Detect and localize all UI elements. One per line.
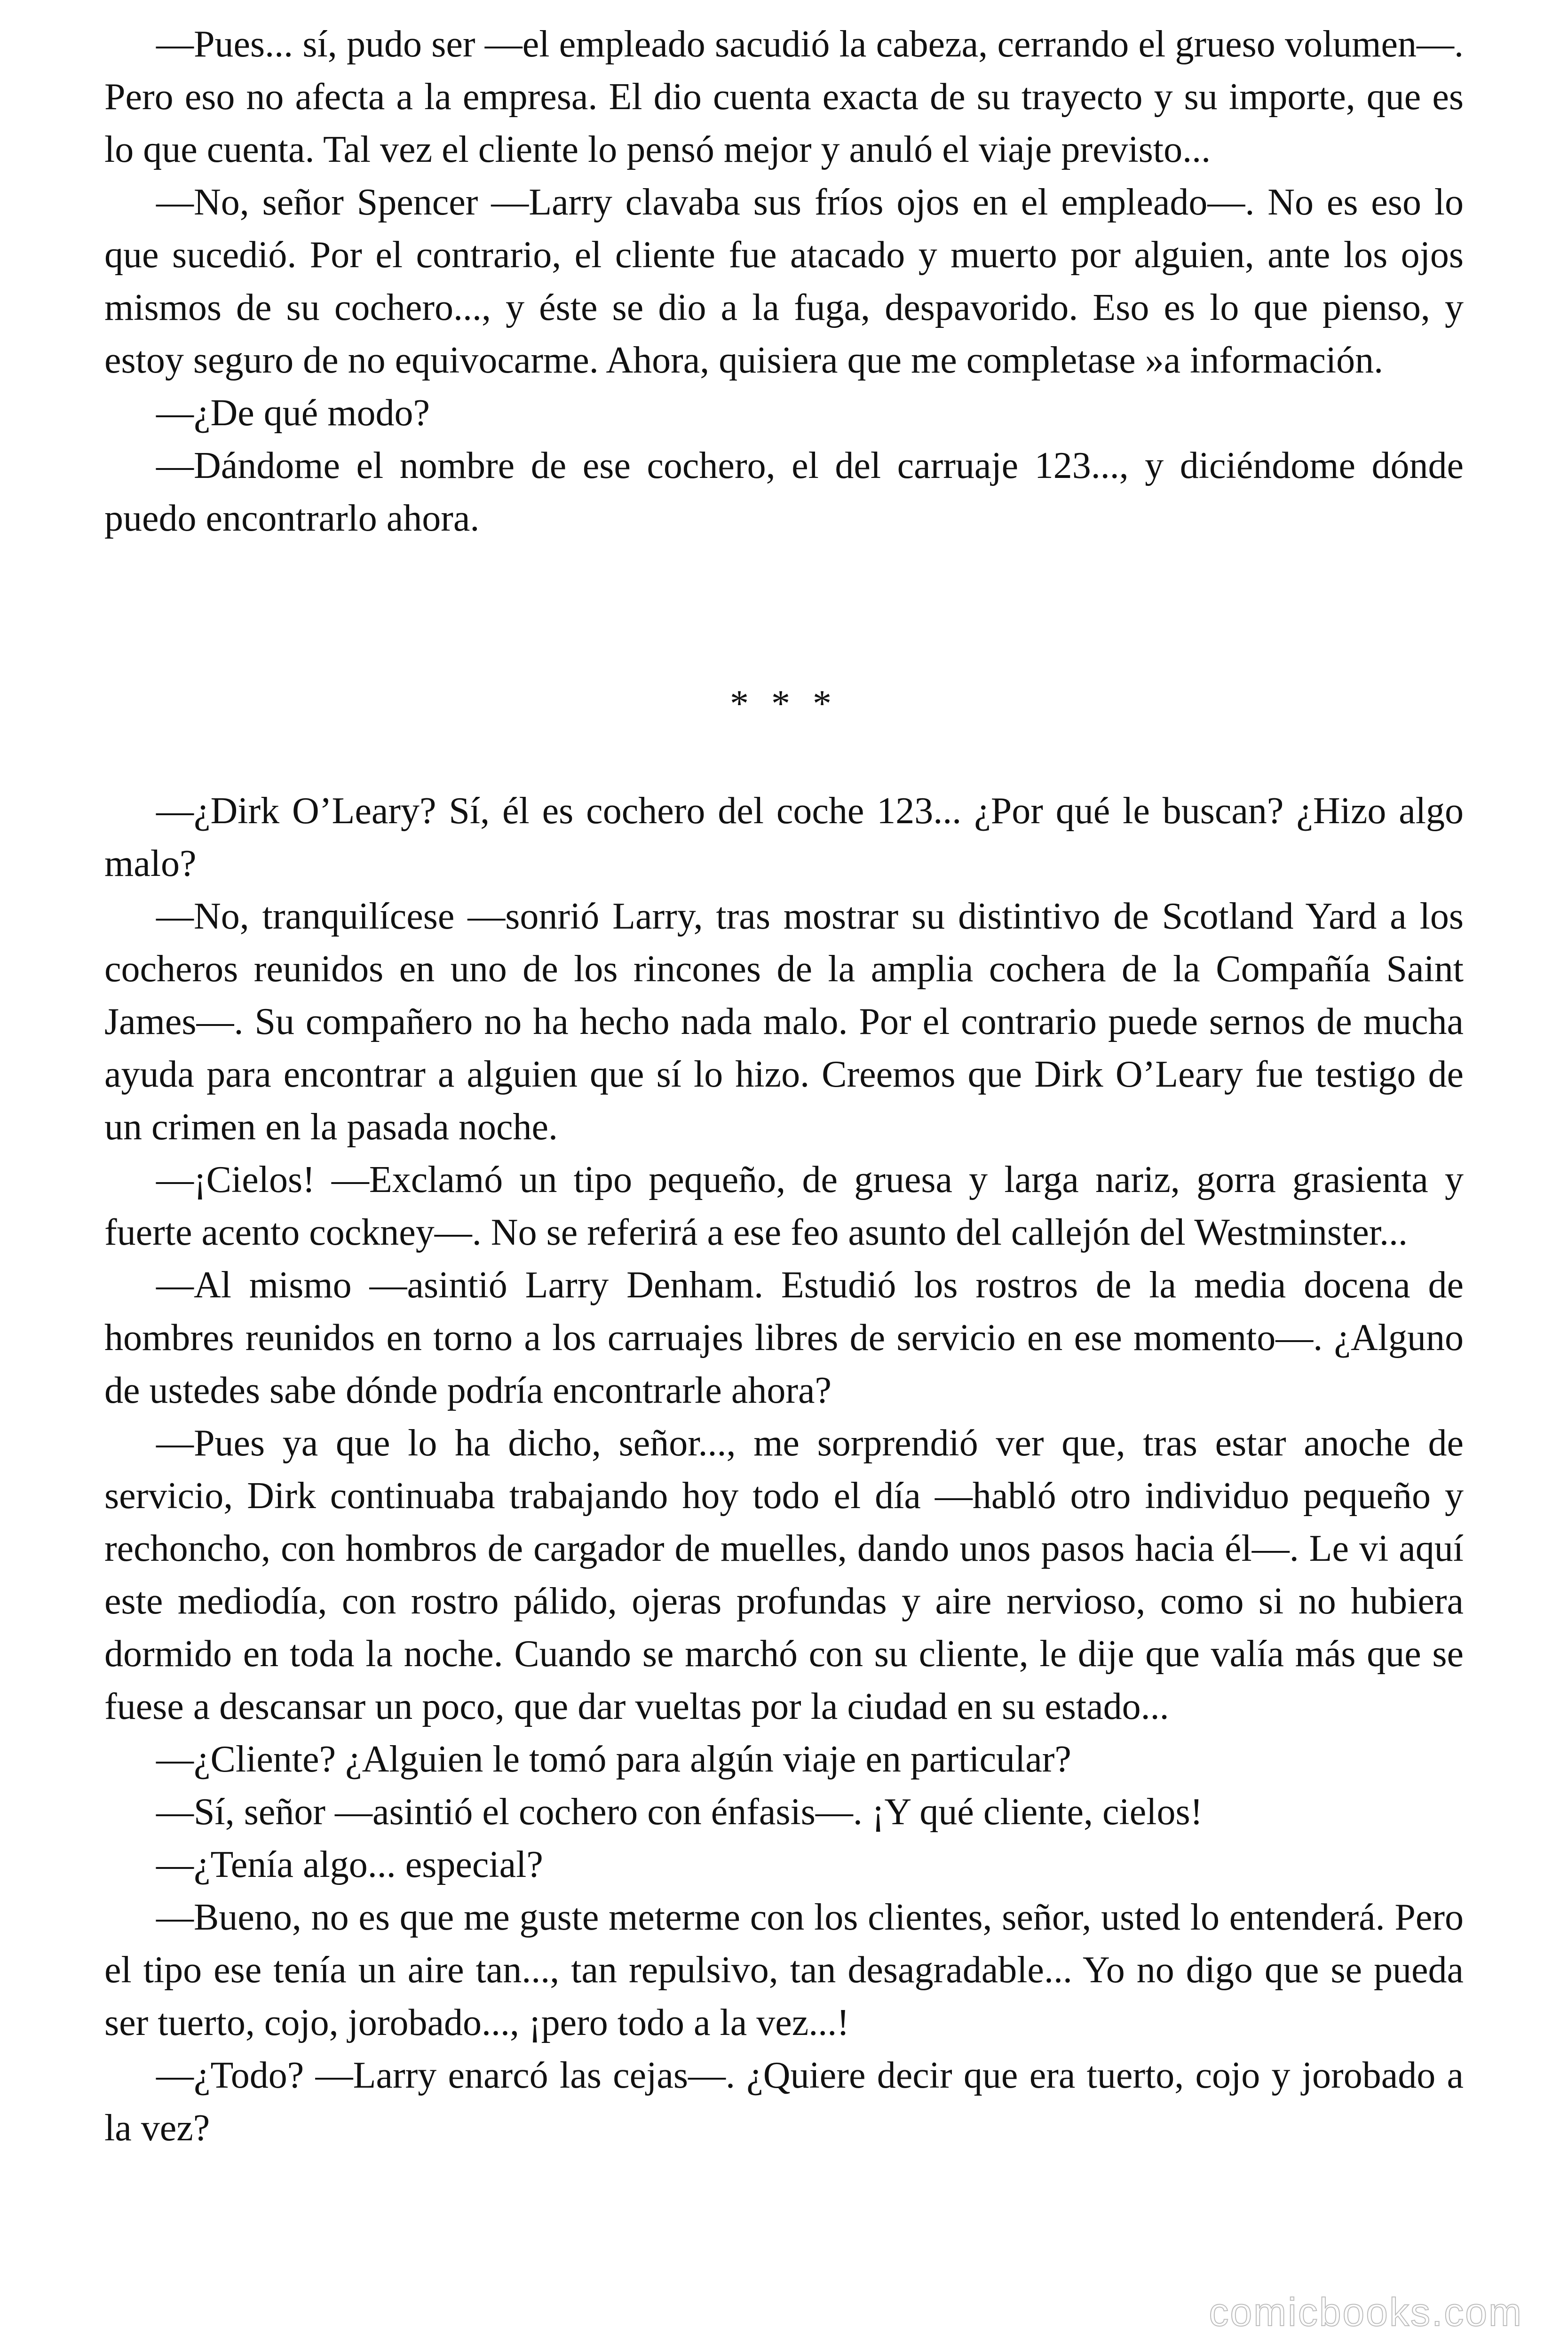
paragraph: —Al mismo —asintió Larry Denham. Estudió los rostros de la media docena de hombres reunidos en torno a los carruajes libres de servicio en ese momento—. ¿Alguno de ustedes sabe dónde podría encontrarle ahora? (104, 1264, 1464, 1411)
paragraph: —No, tranquilícese —sonrió Larry, tras mostrar su distintivo de Scotland Yard a los cocheros reunidos en uno de los rincones de la amplia cochera de la Compañía Saint James—. Su compañero no ha hecho nada malo. Por el contrario puede sernos de mucha ayuda para encontrar a alguien que sí lo hizo. Creemos que Dirk O’Leary fue testigo de un crimen en la pasada noche. (104, 896, 1464, 1148)
paragraph: —¿Todo? —Larry enarcó las cejas—. ¿Quiere decir que era tuerto, cojo y jorobado a la vez? (104, 2055, 1464, 2149)
paragraph: —Bueno, no es que me guste meterme con los clientes, señor, usted lo entenderá. Pero el tipo ese tenía un aire tan..., tan repulsivo, tan desagradable... Yo no digo que se pueda ser tuerto, cojo, jorobado..., ¡pero todo a la vez...! (104, 1897, 1464, 2043)
paragraph: —Pues ya que lo ha dicho, señor..., me sorprendió ver que, tras estar anoche de servicio, Dirk continuaba trabajando hoy todo el día —habló otro individuo pequeño y rechoncho, con hombros de cargador de muelles, dando unos pasos hacia él—. Le vi aquí este mediodía, con rostro pálido, ojeras profundas y aire nervioso, como si no hubiera dormido en toda la noche. Cuando se marchó con su cliente, le dije que valía más que se fuese a descansar un poco, que dar vueltas por la ciudad en su estado... (104, 1422, 1464, 1727)
paragraph: —¿Tenía algo... especial? (156, 1844, 543, 1885)
paragraph: —Pues... sí, pudo ser —el empleado sacudió la cabeza, cerrando el grueso volumen—. Pero eso no afecta a la empresa. El dio cuenta exacta de su trayecto y su importe, que es lo que cuenta. Tal vez el cliente lo pensó mejor y anuló el viaje previsto... (104, 24, 1464, 170)
paragraph: —Dándome el nombre de ese cochero, el del carruaje 123..., y diciéndome dónde puedo encontrarlo ahora. (104, 445, 1464, 539)
paragraph: —¿Dirk O’Leary? Sí, él es cochero del coche 123... ¿Por qué le buscan? ¿Hizo algo malo? (104, 790, 1464, 884)
paragraph: —¿De qué modo? (156, 392, 430, 434)
watermark: comicbooks.com (1209, 2290, 1523, 2334)
paragraph: —No, señor Spencer —Larry clavaba sus fríos ojos en el empleado—. No es eso lo que sucedió. Por el contrario, el cliente fue atacado y muerto por alguien, ante los ojos mismos de su cochero..., y éste se dio a la fuga, despavorido. Eso es lo que pienso, y estoy seguro de no equivocarme. Ahora, quisiera que me completase »a información. (104, 182, 1464, 381)
paragraph: —Sí, señor —asintió el cochero con énfasis—. ¡Y qué cliente, cielos! (156, 1791, 1203, 1833)
text-block-bottom (104, 785, 1464, 2154)
scene-separator: * * * (730, 683, 838, 724)
paragraph: —¿Cliente? ¿Alguien le tomó para algún viaje en particular? (156, 1739, 1071, 1780)
paragraph: —¡Cielos! —Exclamó un tipo pequeño, de gruesa y larga nariz, gorra grasienta y fuerte acento cockney—. No se referirá a ese feo asunto del callejón del Westminster... (104, 1159, 1464, 1253)
text-block-top (104, 18, 1464, 545)
